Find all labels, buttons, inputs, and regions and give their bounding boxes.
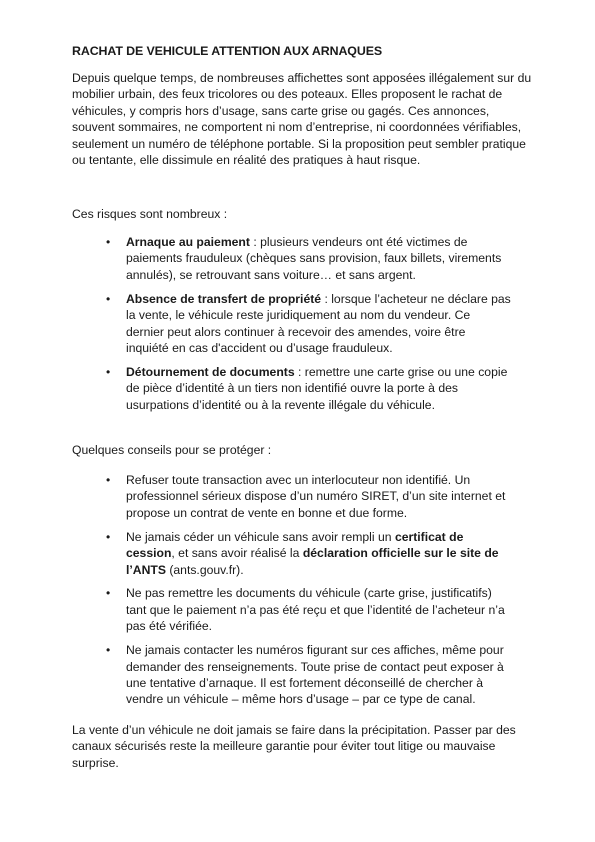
list-item bbox=[0, 472, 511, 521]
tip-text: Ne jamais contacter les numéros figurant sur ces affiches, même pour demander des renseignements. Toute prise de contact peut exposer à une tentative d’arnaque. Il est fortement déconseillé de chercher à vendre un véhicule – même hors d’usage – par ce type de canal. bbox=[126, 643, 504, 707]
bullet-icon: • bbox=[106, 291, 111, 306]
risk-title: Absence de transfert de propriété bbox=[126, 291, 322, 306]
tip-text: Ne pas remettre les documents du véhicule (carte grise, justificatifs) tant que le paiement n’a pas été reçu et que l’identité de l’acheteur n’a pas été vérifiée. bbox=[126, 586, 505, 634]
tip-text: (ants.gouv.fr). bbox=[165, 562, 244, 577]
bullet-icon: • bbox=[106, 473, 111, 487]
bullet-icon: • bbox=[106, 364, 111, 379]
tip-emphasis: déclaration officielle sur le site de l’ANTS bbox=[126, 546, 499, 577]
risk-text: : lorsque l’acheteur ne déclare pas la vente, le véhicule reste juridiquement au nom du vendeur. Ce dernier peut alors continuer à recevoir des amendes, voire être inquiété en cas d'accident ou d’usage frauduleux. bbox=[126, 291, 511, 355]
intro-paragraph: Depuis quelque temps, de nombreuses affichettes sont apposées illégalement sur du mobilier urbain, des feux tricolores ou des poteaux. Elles proposent le rachat de véhicules, y compris hors d’usage, sans carte grise ou gagés. Ces annonces, souvent sommaires, ne comportent ni nom d’entreprise, ni coordonnées vérifiables, seulement un numéro de téléphone portable. Si la proposition peut sembler pratique ou tentante, elle dissimule en réalité des pratiques à haut risque. bbox=[72, 71, 532, 168]
tips-list bbox=[0, 472, 595, 715]
list-item bbox=[0, 364, 511, 413]
list-item bbox=[0, 529, 511, 578]
tip-text: Refuser toute transaction avec un interlocuteur non identifié. Un professionnel sérieux dispose d’un numéro SIRET, d’un site internet et propose un contrat de vente en bonne et due forme. bbox=[126, 473, 506, 520]
list-item bbox=[0, 642, 511, 708]
risks-list bbox=[0, 234, 595, 421]
bullet-icon: • bbox=[106, 235, 111, 249]
risk-text: : plusieurs vendeurs ont été victimes de paiements frauduleux (chèques sans provision, faux billets, virements annulés), se retrouvant sans voiture… et sans argent. bbox=[126, 235, 502, 282]
document-title: RACHAT DE VEHICULE ATTENTION AUX ARNAQUES bbox=[72, 44, 383, 58]
risk-text: : remettre une carte grise ou une copie de pièce d’identité à un tiers non identifié ouvre la porte à des usurpations d’identité ou à la revente illégale du véhicule. bbox=[126, 364, 508, 412]
list-item bbox=[0, 291, 511, 357]
bullet-icon: • bbox=[106, 586, 111, 601]
list-item bbox=[0, 585, 511, 634]
risk-title: Arnaque au paiement bbox=[126, 235, 250, 249]
tip-emphasis: certificat de cession bbox=[126, 529, 464, 561]
tip-text: Ne jamais céder un véhicule sans avoir rempli un bbox=[126, 529, 395, 544]
tip-text: , et sans avoir réalisé la bbox=[171, 546, 303, 561]
risks-label: Ces risques sont nombreux : bbox=[72, 207, 228, 221]
risk-title: Détournement de documents bbox=[126, 364, 295, 379]
bullet-icon: • bbox=[106, 529, 111, 544]
list-item bbox=[0, 234, 511, 283]
tips-label: Quelques conseils pour se protéger : bbox=[72, 443, 272, 457]
bullet-icon: • bbox=[106, 643, 111, 658]
outro-paragraph: La vente d’un véhicule ne doit jamais se faire dans la précipitation. Passer par des canaux sécurisés reste la meilleure garantie pour éviter tout litige ou mauvaise surprise. bbox=[72, 723, 516, 770]
